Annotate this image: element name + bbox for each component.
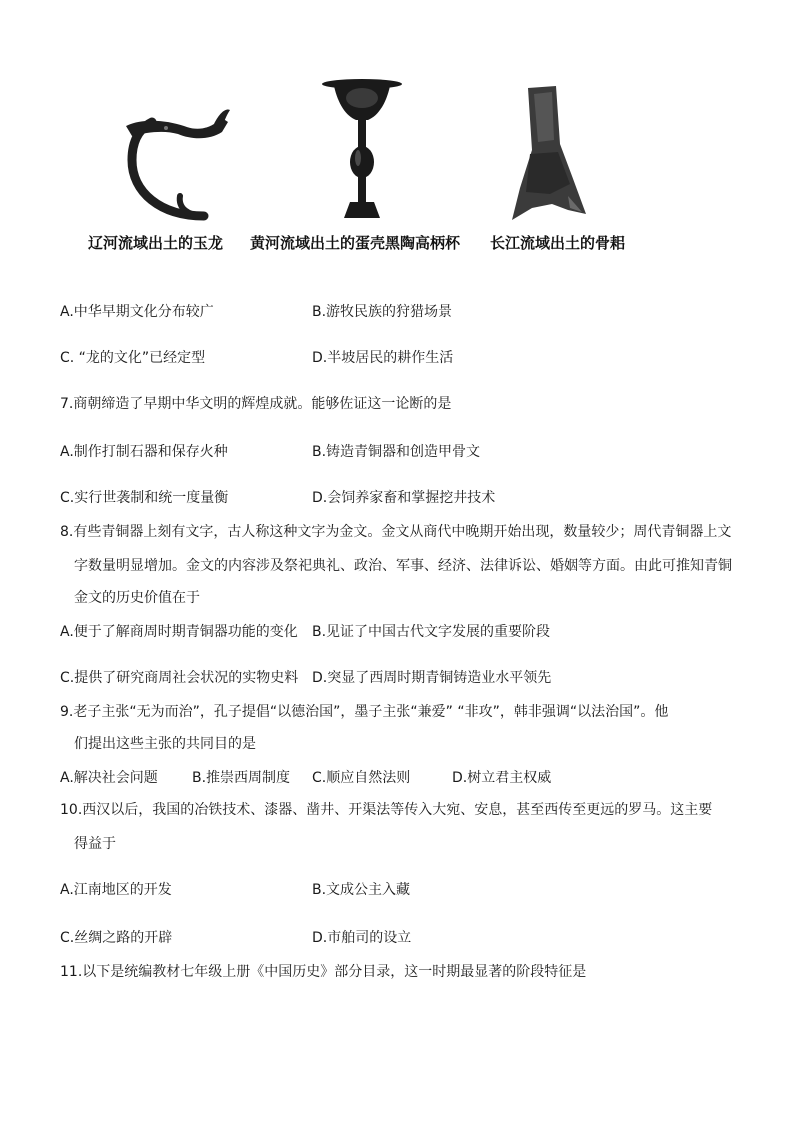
q6-option-d: D.半坡居民的耕作生活	[312, 350, 454, 366]
q11-stem: 11.以下是统编教材七年级上册《中国历史》部分目录，这一时期最显著的阶段特征是	[60, 964, 587, 980]
q8-stem-line-1: 8.有些青铜器上刻有文字，古人称这种文字为金文。金文从商代中晚期开始出现，数量较少；周代青铜器上文	[60, 524, 732, 540]
q8-stem-line-3: 金文的历史价值在于	[74, 590, 200, 606]
q7-option-c: C.实行世袭制和统一度量衡	[60, 490, 229, 506]
q10-stem-line-1: 10.西汉以后，我国的冶铁技术、漆器、凿井、开渠法等传入大宛、安息，甚至西传至更远的罗马。这主要	[60, 802, 713, 818]
q6-option-a: A.中华早期文化分布较广	[60, 304, 214, 320]
q7-stem: 7.商朝缔造了早期中华文明的辉煌成就。能够佐证这一论断的是	[60, 396, 452, 412]
q8-option-b: B.见证了中国古代文字发展的重要阶段	[312, 624, 551, 640]
q8-option-c: C.提供了研究商周社会状况的实物史料	[60, 670, 299, 686]
q8-stem-line-2: 字数量明显增加。金文的内容涉及祭祀典礼、政治、军事、经济、法律诉讼、婚姻等方面。由此可推知青铜	[74, 558, 732, 574]
q8-option-a: A.便于了解商周时期青铜器功能的变化	[60, 624, 298, 640]
q9-option-a: A.解决社会问题	[60, 770, 158, 786]
image-caption-bone-spade: 长江流域出土的骨耜	[490, 234, 626, 252]
black-pottery-cup-icon	[320, 76, 404, 222]
q6-option-c: C. “龙的文化”已经定型	[60, 350, 206, 366]
q9-stem-line-1: 9.老子主张“无为而治”，孔子提倡“以德治国”，墨子主张“兼爱” “非攻”，韩非强调“以法治国”。他	[60, 704, 669, 720]
image-caption-jade-dragon: 辽河流域出土的玉龙	[88, 234, 224, 252]
q10-option-b: B.文成公主入藏	[312, 882, 411, 898]
q7-option-d: D.会饲养家畜和掌握挖井技术	[312, 490, 496, 506]
q9-option-b: B.推崇西周制度	[192, 770, 291, 786]
q10-option-c: C.丝绸之路的开辟	[60, 930, 173, 946]
bone-spade-icon	[510, 84, 588, 226]
image-caption-pottery-cup: 黄河流域出土的蛋壳黑陶高柄杯	[250, 234, 461, 252]
q10-option-a: A.江南地区的开发	[60, 882, 172, 898]
q7-option-a: A.制作打制石器和保存火种	[60, 444, 228, 460]
q8-option-d: D.突显了西周时期青铜铸造业水平领先	[312, 670, 552, 686]
q10-option-d: D.市舶司的设立	[312, 930, 412, 946]
q9-option-c: C.顺应自然法则	[312, 770, 411, 786]
jade-dragon-icon	[118, 100, 234, 225]
q9-stem-line-2: 们提出这些主张的共同目的是	[74, 736, 256, 752]
q10-stem-line-2: 得益于	[74, 836, 116, 852]
q7-option-b: B.铸造青铜器和创造甲骨文	[312, 444, 481, 460]
q9-option-d: D.树立君主权威	[452, 770, 552, 786]
q6-option-b: B.游牧民族的狩猎场景	[312, 304, 453, 320]
